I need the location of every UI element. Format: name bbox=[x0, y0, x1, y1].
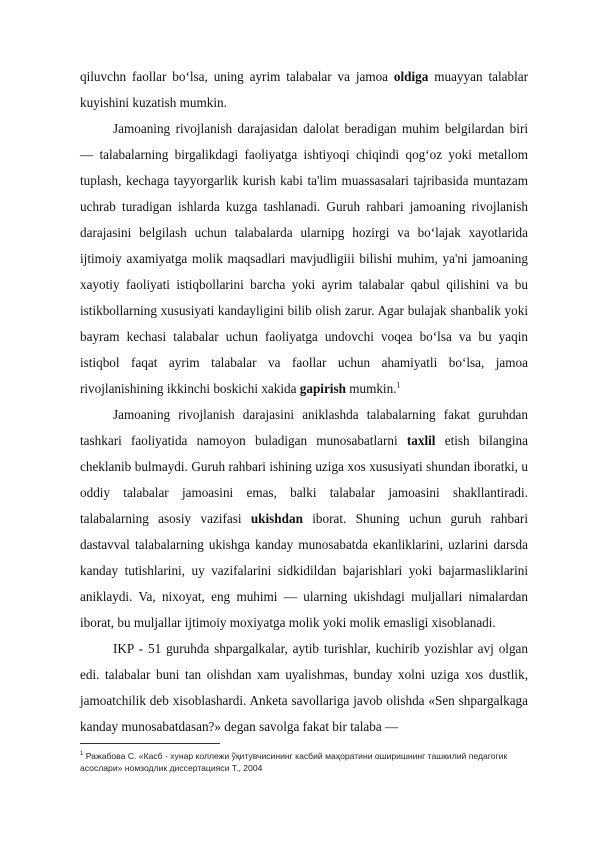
text-segment: mumkin. bbox=[345, 381, 397, 396]
bold-text: taxlil bbox=[406, 433, 436, 448]
footnote-text: Ражабова С. «Касб - хунар коллежи ўқитувчисининг касбий маҳоратини оширишнинг ташкилий педагогик асослари» номзодлик диссертацияси Т., 2004 bbox=[80, 751, 508, 773]
paragraph bbox=[80, 116, 528, 402]
text-segment: muayyan talablar kuyishini kuzatish mumkin. bbox=[80, 69, 528, 110]
footnote-marker: 1 bbox=[80, 751, 84, 758]
paragraph bbox=[80, 64, 528, 116]
footnote-reference: 1 bbox=[396, 380, 401, 390]
text-segment: Jamoaning rivojlanish darajasidan dalolat beradigan muhim belgilardan biri — talabalarning birgalikdagi faoliyatga ishtiyoqi chiqindi qog‘oz yoki metallom tuplash, kechaga tayyorgarlik kurish kabi ta'lim muassasalari tajribasida muntazam uchrab turadigan ishlarda kuzga tashlanadi. Guruh rahbari jamoaning rivojlanish darajasini belgilash uchun talabalarda ularnipg hozirgi va bo‘lajak xayotlarida ijtimoiy axamiyatga molik maqsadlari mavjudligiii bilishi muhim, ya'ni jamoaning xayotiy faoliyati istiqbollarini barcha yoki ayrim talabalar qabul qilishini va bu istikbollarning xususiyati kandayligini bilib olish zarur. Agar bulajak shanbalik yoki bayram kechasi talabalar uchun faoliyatga undovchi voqea bo‘lsa va bu yaqin istiqbol faqat ayrim talabalar va faollar uchun ahamiyatli bo‘lsa, jamoa rivojlanishining ikkinchi boskichi xakida bbox=[80, 121, 528, 396]
text-segment: etish bilangina cheklanib bulmaydi. Guruh rahbari ishining uziga xos xususiyati shundan iboratki, u oddiy talabalar jamoasini emas, balki talabalar jamoasini shakllantiradi. talabalarning asosiy vazifasi bbox=[80, 433, 528, 526]
footnote bbox=[80, 750, 528, 774]
bold-text: oldiga bbox=[393, 69, 429, 84]
bold-text: gapirish bbox=[299, 381, 346, 396]
text-segment: Jamoaning rivojlanish darajasini aniklashda talabalarning fakat guruhdan tashkari faoliyatida namoyon buladigan munosabatlarni bbox=[80, 407, 528, 448]
body-text bbox=[80, 64, 528, 740]
text-segment: qiluvchn faollar bo‘lsa, uning ayrim talabalar va jamoa bbox=[80, 69, 394, 84]
paragraph bbox=[80, 402, 528, 636]
bold-text: ukishdan bbox=[250, 511, 303, 526]
paragraph bbox=[80, 636, 528, 740]
text-segment: IKP - 51 guruhda shpargalkalar, aytib turishlar, kuchirib yozishlar avj olgan edi. talabalar buni tan olishdan xam uyalishmas, bunday xolni uziga xos dustlik, jamoatchilik deb xisoblashardi. Anketa savollariga javob olishda «Sen shpargalkaga kanday munosabatdasan?» degan savolga fakat bir talaba — bbox=[80, 641, 528, 734]
footnote-separator bbox=[80, 743, 220, 744]
text-segment: iborat. Shuning uchun guruh rahbari dastavval talabalarning ukishga kanday munosabatda ekanliklarini, uzlarini darsda kanday tutishlarini, uy vazifalarini sidkidildan bajarishlari yoki bajarmasliklarini aniklaydi. Va, nixoyat, eng muhimi — ularning ukishdagi muljallari nimalardan iborat, bu muljallar ijtimoiy moxiyatga molik yoki molik emasligi xisoblanadi. bbox=[80, 511, 528, 630]
